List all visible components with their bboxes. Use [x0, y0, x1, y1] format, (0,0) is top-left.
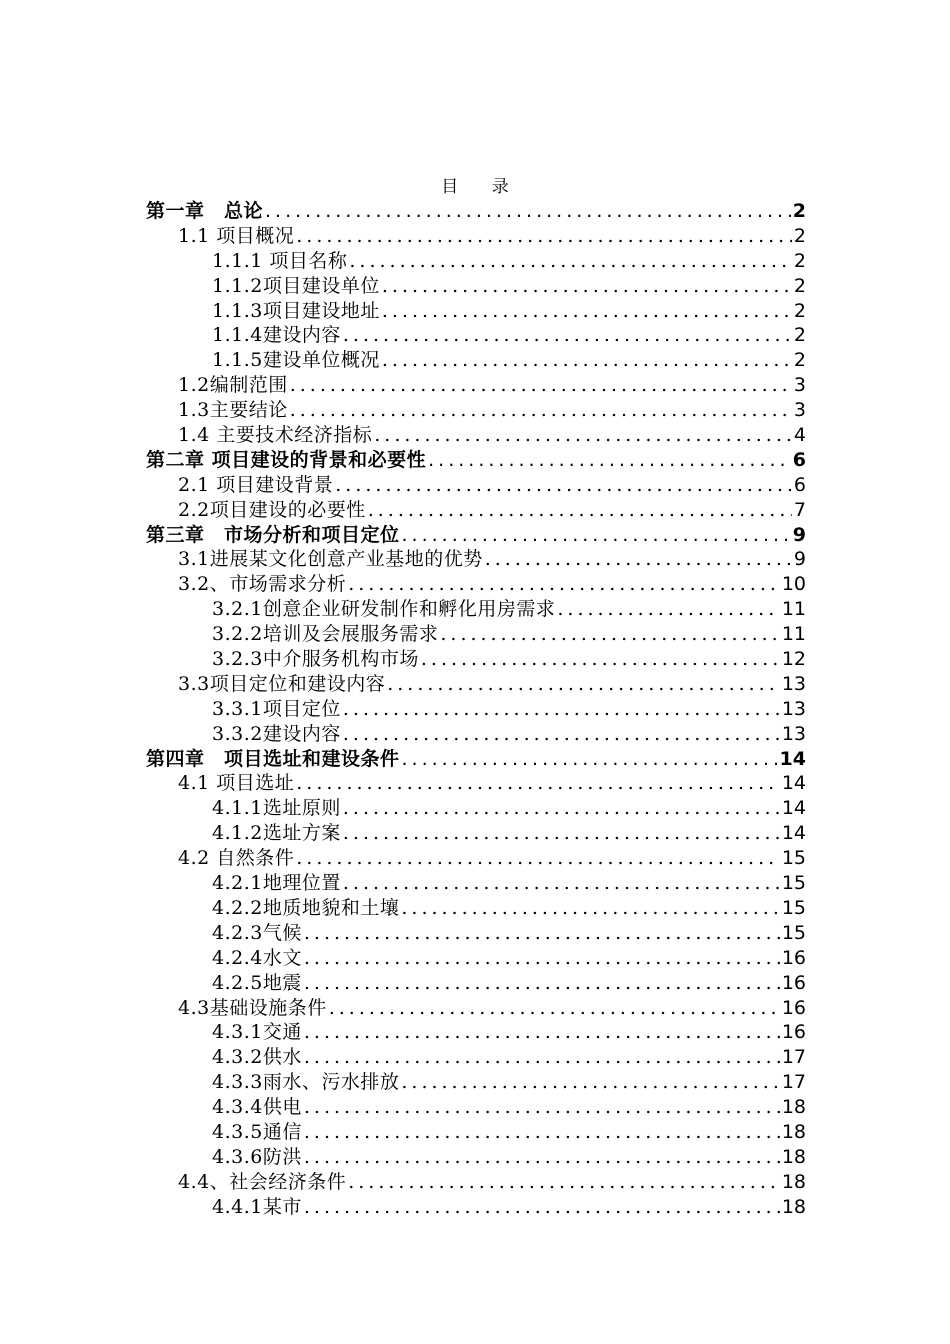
toc-entry-label: 4.3.6防洪 — [212, 1145, 302, 1168]
toc-entry-page: 2 — [792, 200, 806, 222]
toc-leader-dots — [343, 323, 792, 348]
toc-entry-label: 4.3.4供电 — [212, 1096, 302, 1119]
toc-leader-dots — [265, 199, 791, 224]
toc-entry-page: 18 — [781, 1195, 806, 1218]
toc-entry[interactable] — [146, 572, 806, 597]
toc-entry-page: 3 — [793, 399, 806, 422]
toc-entry-page: 15 — [781, 896, 806, 919]
toc-leader-dots — [368, 498, 792, 523]
toc-entry-label: 1.1.1 项目名称 — [212, 249, 348, 272]
toc-entry-page: 18 — [781, 1170, 806, 1193]
toc-leader-dots — [304, 1195, 780, 1220]
toc-entry-page: 2 — [793, 224, 806, 247]
toc-entry-label: 1.4 主要技术经济指标 — [178, 424, 373, 447]
toc-entry-page: 2 — [793, 324, 806, 347]
toc-entry-page: 4 — [793, 424, 806, 447]
toc-leader-dots — [387, 672, 780, 697]
toc-leader-dots — [557, 597, 779, 622]
toc-entry-label: 4.2 自然条件 — [178, 847, 295, 870]
toc-entry[interactable] — [146, 996, 806, 1021]
toc-entry[interactable] — [146, 647, 806, 672]
toc-entry-label: 4.2.2地质地貌和土壤 — [212, 896, 400, 919]
toc-leader-dots — [440, 622, 779, 647]
toc-entry-page: 11 — [781, 623, 806, 646]
toc-entry-page: 16 — [781, 971, 806, 994]
toc-entry[interactable] — [146, 1170, 806, 1195]
toc-entry[interactable] — [146, 722, 806, 747]
toc-leader-dots — [374, 423, 792, 448]
toc-entry-label: 1.1.5建设单位概况 — [212, 349, 380, 372]
toc-leader-dots — [304, 1095, 780, 1120]
toc-entry[interactable] — [146, 249, 806, 274]
toc-entry-page: 17 — [781, 1046, 806, 1069]
toc-entry[interactable] — [146, 896, 806, 921]
toc-title: 目 录 — [441, 177, 523, 197]
toc-entry-page: 3 — [793, 374, 806, 397]
toc-entry-page: 2 — [793, 349, 806, 372]
toc-entry[interactable] — [146, 672, 806, 697]
toc-leader-dots — [304, 971, 780, 996]
toc-leader-dots — [304, 1020, 780, 1045]
toc-entry-label: 1.1.2项目建设单位 — [212, 274, 380, 297]
toc-entry-page: 2 — [793, 274, 806, 297]
toc-entry[interactable] — [146, 423, 806, 448]
toc-entry-label: 4.3.5通信 — [212, 1120, 302, 1143]
toc-entry-page: 6 — [793, 473, 806, 496]
toc-entry-label: 3.2.3中介服务机构市场 — [212, 648, 419, 671]
toc-leader-dots — [304, 1120, 780, 1145]
toc-entry-label: 4.2.1地理位置 — [212, 872, 341, 895]
toc-entry-page: 13 — [781, 722, 806, 745]
toc-leader-dots — [296, 224, 792, 249]
toc-entry[interactable] — [146, 921, 806, 946]
toc-entry-label: 4.2.4水文 — [212, 946, 302, 969]
toc-entry[interactable] — [146, 1070, 806, 1095]
toc-entry-label: 4.3.2供水 — [212, 1046, 302, 1069]
toc-leader-dots — [329, 996, 780, 1021]
toc-leader-dots — [401, 1070, 779, 1095]
toc-entry-label: 3.1进展某文化创意产业基地的优势 — [178, 548, 483, 571]
toc-entry[interactable] — [146, 1195, 806, 1220]
toc-leader-dots — [348, 1170, 780, 1195]
toc-entry[interactable] — [146, 1145, 806, 1170]
toc-leader-dots — [290, 398, 792, 423]
toc-leader-dots — [304, 921, 780, 946]
toc-entry-page: 14 — [781, 797, 806, 820]
toc-entry-label: 3.3.1项目定位 — [212, 697, 341, 720]
toc-entry-label: 第三章 市场分析和项目定位 — [146, 523, 400, 546]
toc-entry[interactable] — [146, 821, 806, 846]
toc-entry[interactable] — [146, 498, 806, 523]
toc-leader-dots — [348, 572, 780, 597]
toc-entry-label: 4.2.3气候 — [212, 921, 302, 944]
toc-entry[interactable] — [146, 274, 806, 299]
toc-leader-dots — [421, 647, 780, 672]
toc-entry-label: 4.3.3雨水、污水排放 — [212, 1071, 400, 1094]
toc-entry-label: 2.2项目建设的必要性 — [178, 498, 366, 521]
toc-entry-page: 7 — [793, 498, 806, 521]
toc-entry[interactable] — [146, 771, 806, 796]
toc-leader-dots — [304, 1045, 780, 1070]
toc-entry[interactable] — [146, 796, 806, 821]
toc-entry[interactable] — [146, 846, 806, 871]
toc-entry[interactable] — [146, 622, 806, 647]
toc-entry-label: 3.2、市场需求分析 — [178, 573, 347, 596]
toc-leader-dots — [290, 373, 792, 398]
toc-entry-label: 3.2.2培训及会展服务需求 — [212, 623, 439, 646]
toc-entry[interactable] — [146, 199, 806, 224]
toc-entry-label: 1.3主要结论 — [178, 399, 288, 422]
toc-entry[interactable] — [146, 946, 806, 971]
toc-entry-page: 14 — [781, 772, 806, 795]
toc-entry-page: 10 — [781, 573, 806, 596]
toc-entry[interactable] — [146, 547, 806, 572]
toc-leader-dots — [343, 821, 780, 846]
toc-entry[interactable] — [146, 747, 806, 772]
toc-leader-dots — [343, 697, 780, 722]
toc-leader-dots — [343, 871, 780, 896]
toc-entry-label: 第一章 总论 — [146, 200, 264, 222]
toc-entry-page: 14 — [781, 822, 806, 845]
toc-entry[interactable] — [146, 971, 806, 996]
toc-entry[interactable] — [146, 224, 806, 249]
table-of-contents — [146, 199, 806, 1220]
toc-entry-label: 3.3.2建设内容 — [212, 722, 341, 745]
toc-entry[interactable] — [146, 448, 806, 473]
toc-entry[interactable] — [146, 1020, 806, 1045]
toc-entry-label: 4.3基础设施条件 — [178, 996, 327, 1019]
toc-entry-page: 14 — [779, 747, 806, 770]
toc-entry-page: 11 — [781, 598, 806, 621]
toc-entry[interactable] — [146, 871, 806, 896]
toc-entry-page: 16 — [781, 946, 806, 969]
toc-leader-dots — [304, 946, 780, 971]
toc-leader-dots — [402, 523, 791, 548]
toc-entry-page: 2 — [793, 249, 806, 272]
toc-entry[interactable] — [146, 299, 806, 324]
toc-leader-dots — [428, 448, 791, 473]
toc-entry-page: 6 — [792, 448, 806, 471]
toc-entry[interactable] — [146, 1045, 806, 1070]
toc-entry-label: 3.2.1创意企业研发制作和孵化用房需求 — [212, 598, 556, 621]
toc-entry-label: 4.2.5地震 — [212, 971, 302, 994]
toc-entry-page: 17 — [781, 1071, 806, 1094]
toc-entry-page: 15 — [781, 872, 806, 895]
toc-entry-label: 1.1.4建设内容 — [212, 324, 341, 347]
toc-entry[interactable] — [146, 348, 806, 373]
toc-entry-page: 16 — [781, 1021, 806, 1044]
toc-entry[interactable] — [146, 323, 806, 348]
toc-entry[interactable] — [146, 473, 806, 498]
toc-entry-page: 18 — [781, 1096, 806, 1119]
toc-leader-dots — [343, 722, 780, 747]
toc-entry[interactable] — [146, 697, 806, 722]
toc-leader-dots — [296, 846, 780, 871]
toc-entry-page: 9 — [793, 548, 806, 571]
toc-entry-label: 4.3.1交通 — [212, 1021, 302, 1044]
toc-leader-dots — [382, 299, 792, 324]
toc-entry-label: 3.3项目定位和建设内容 — [178, 672, 386, 695]
toc-entry-label: 4.1 项目选址 — [178, 772, 295, 795]
toc-entry-page: 18 — [781, 1145, 806, 1168]
toc-entry[interactable] — [146, 1120, 806, 1145]
toc-entry-label: 4.4.1某市 — [212, 1195, 302, 1218]
toc-leader-dots — [382, 274, 792, 299]
toc-entry[interactable] — [146, 597, 806, 622]
toc-entry-label: 1.1 项目概况 — [178, 224, 295, 247]
toc-entry-label: 2.1 项目建设背景 — [178, 473, 334, 496]
toc-leader-dots — [382, 348, 792, 373]
toc-entry[interactable] — [146, 523, 806, 548]
toc-entry-page: 15 — [781, 847, 806, 870]
toc-entry-page: 13 — [781, 672, 806, 695]
toc-entry-page: 9 — [792, 523, 806, 546]
toc-leader-dots — [349, 249, 792, 274]
toc-entry-label: 第四章 项目选址和建设条件 — [146, 747, 400, 770]
toc-leader-dots — [402, 747, 778, 772]
toc-leader-dots — [304, 1145, 780, 1170]
toc-entry-page: 2 — [793, 299, 806, 322]
toc-entry[interactable] — [146, 373, 806, 398]
toc-entry-page: 18 — [781, 1120, 806, 1143]
toc-entry-page: 16 — [781, 996, 806, 1019]
toc-entry-label: 1.1.3项目建设地址 — [212, 299, 380, 322]
toc-entry-page: 12 — [781, 648, 806, 671]
toc-entry-label: 4.1.1选址原则 — [212, 797, 341, 820]
toc-entry-label: 4.4、社会经济条件 — [178, 1170, 347, 1193]
toc-leader-dots — [343, 796, 780, 821]
toc-entry[interactable] — [146, 398, 806, 423]
toc-entry-label: 4.1.2选址方案 — [212, 822, 341, 845]
toc-leader-dots — [335, 473, 792, 498]
toc-entry-page: 15 — [781, 921, 806, 944]
toc-entry-label: 第二章 项目建设的背景和必要性 — [146, 448, 427, 471]
toc-leader-dots — [401, 896, 779, 921]
toc-entry-page: 13 — [781, 697, 806, 720]
toc-leader-dots — [485, 547, 792, 572]
toc-entry-label: 1.2编制范围 — [178, 374, 288, 397]
toc-leader-dots — [296, 771, 780, 796]
toc-entry[interactable] — [146, 1095, 806, 1120]
